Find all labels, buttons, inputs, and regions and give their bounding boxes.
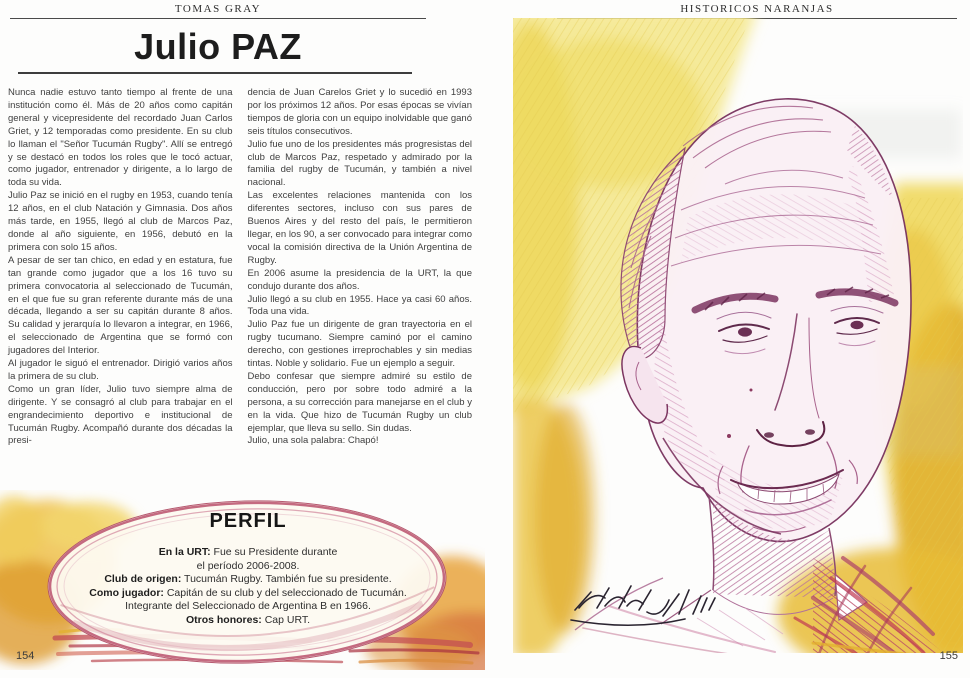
text-column-right xyxy=(248,87,473,448)
running-head-right-text: HISTORICOS NARANJAS xyxy=(680,3,834,15)
paragraph: A pesar de ser tan chico, en edad y en estatura, fue tan grande como jugador que a los 16 tuvo su primera convocatoria al seleccionado de Tucumán, en el que fue su gran referente durante más de una década, llegando a ser su capitán durante 8 años. Su calidad y jerarquía lo llevaron a integrar, en 1966, el seleccionado de Argentina que se formó con jugadores del Interior. xyxy=(8,254,233,357)
paragraph: Nunca nadie estuvo tanto tiempo al frente de una institución como él. Más de 20 años como capitán general y vicepresidente del recordado Juan Carlos Griet, y 12 temporadas como presidente. En su club lo llaman el "Señor Tucumán Rugby". Allí se entregó y se destacó en todos los roles que le tocó actuar, como jugador, entrenador y dirigente, a lo largo de toda su vida. xyxy=(8,87,233,189)
perfil-line: En la URT: Fue su Presidente durante xyxy=(158,546,338,558)
artist-signature xyxy=(571,586,715,625)
paragraph: Julio, una sola palabra: Chapó! xyxy=(247,435,379,447)
page-number-right: 155 xyxy=(939,650,958,662)
portrait-illustration xyxy=(513,18,963,653)
perfil-title: PERFIL xyxy=(209,510,287,532)
running-head-left xyxy=(10,3,426,19)
paragraph: Julio Paz fue un dirigente de gran trayectoria en el rugby tucumano. Siempre caminó por el camino derecho, con gestiones irreprochables y sin medias tintas. Noble y solidario. Fue un ejemplo a seguir. xyxy=(247,319,472,370)
paragraph: En 2006 asume la presidencia de la URT, la que condujo durante dos años. xyxy=(247,267,472,292)
page-number-left: 154 xyxy=(16,650,35,662)
paragraph: Las excelentes relaciones mantenida con los diferentes sectores, incluso con sus pares de Buenos Aires y del resto del país, le permitieron llegar, en los 90, a ser convocado para integrar como vocal la comisión directiva de la Unión Argentina de Rugby. xyxy=(247,190,472,266)
paragraph: Julio llegó a su club en 1955. Hace ya casi 60 años. Toda una vida. xyxy=(247,293,472,318)
perfil-line: el período 2006-2008. xyxy=(196,559,300,572)
perfil-line: Integrante del Seleccionado de Argentina B en 1966. xyxy=(125,600,371,612)
title-underline xyxy=(18,72,412,74)
text-column-left xyxy=(8,87,233,448)
running-head-right xyxy=(557,3,957,19)
paragraph: Julio Paz se inició en el rugby en 1953, cuando tenía 12 años, en el club Natación y Gimnasia. Dos años más tarde, en 1955, llegó al club de Marcos Paz, donde al año siguiente, en 1956, debutó en la primera con solo 15 años. xyxy=(8,190,233,253)
paragraph: Debo confesar que siempre admiré su estilo de conducción, pero por sobre todo admiré a la persona, a su corrección para manejarse en el club y en la vida. Que hizo de Tucumán Rugby un club ejemplar, que lleva su sello. Sin dudas. xyxy=(247,370,472,434)
paragraph: Como un gran líder, Julio tuvo siempre alma de dirigente. Y se consagró al club para trabajar en el engrandecimiento deportivo e institucional de Tucumán Rugby. Acompañó durante dos décadas la presi- xyxy=(8,383,233,447)
running-head-left-text: TOMAS GRAY xyxy=(174,3,262,15)
perfil-line: Club de origen: Tucumán Rugby. También fue su presidente. xyxy=(104,573,392,585)
page-right xyxy=(485,0,970,678)
perfil-line: Otros honores: Cap URT. xyxy=(185,613,311,626)
paragraph: dencia de Juan Carelos Griet y lo sucedió en 1993 por los próximos 12 años. Por esas épocas se vivían tiempos de gloria con un equipo inolvidable que ganó seis títulos consecutivos. xyxy=(247,87,472,137)
paragraph: Al jugador le siguó el entrenador. Dirigió varios años la primera de su club. xyxy=(8,358,233,382)
perfil-panel xyxy=(0,490,485,670)
article-body xyxy=(8,87,472,448)
paragraph: Julio fue uno de los presidentes más progresistas del club de Marcos Paz, respetado y admirado por la familia del rugby de Tucumán, y también a nivel nacional. xyxy=(247,138,472,189)
perfil-line: Como jugador: Capitán de su club y del seleccionado de Tucumán. xyxy=(89,586,407,599)
perfil-text xyxy=(52,510,444,627)
article-title: Julio PAZ xyxy=(134,26,302,67)
